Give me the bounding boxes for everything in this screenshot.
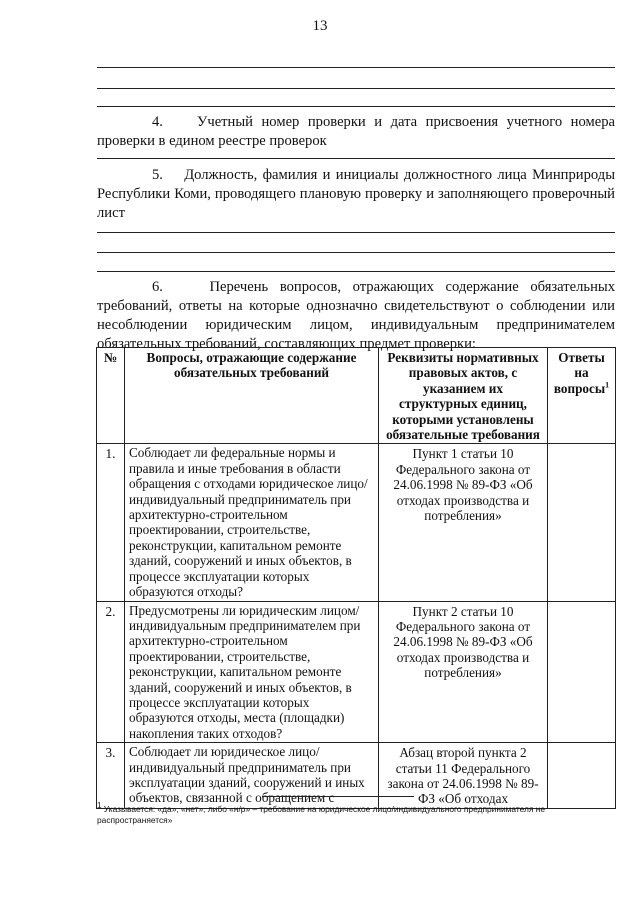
row-question: Соблюдает ли федеральные нормы и правила и иные требования в области обращения с отходами юридическое лицо/ индивидуальный предприниматель при архитектурно-строительном проектировании, строительстве, реконструкции, капитальном ремонте зданий, сооружений и иных объектов, в процессе эксплуатации которых образуются отходы?	[125, 444, 379, 601]
section-5	[97, 166, 615, 223]
row-question: Предусмотрены ли юридическим лицом/ индивидуальным предпринимателем при архитектурно-строительном проектировании, строительстве, реконструкции, капитальном ремонте зданий, сооружений и иных объектов, в процессе эксплуатации которых образуются отходы, места (площадки) накопления таких отходов?	[125, 601, 379, 743]
footnote-separator	[262, 796, 414, 797]
section-4-number: 4.	[152, 114, 163, 130]
section-6-number: 6.	[152, 279, 163, 295]
footnote-mark: 1	[605, 380, 610, 390]
footnote-number: 1	[97, 801, 102, 811]
row-num: 1.	[97, 444, 125, 601]
blank-line	[97, 106, 615, 107]
section-4	[97, 113, 615, 151]
footnote-text: Указывается: «да», «нет», либо «н/р» – требование на юридическое лицо/индивидуального предпринимателя не распространяется»	[97, 804, 546, 825]
section-5-text: Должность, фамилия и инициалы должностного лица Минприроды Республики Коми, проводящего плановую проверку и заполняющего проверочный лист	[97, 167, 616, 221]
row-answer-cell[interactable]	[548, 601, 616, 743]
table-row	[97, 444, 616, 601]
blank-line	[97, 158, 615, 159]
row-num: 3.	[97, 743, 125, 809]
row-reference: Абзац второй пункта 2 статьи 11 Федерального закона от 24.06.1998 № 89-ФЗ «Об отходах	[379, 743, 548, 809]
header-question: Вопросы, отражающие содержание обязательных требований	[125, 348, 379, 444]
table-header-row	[97, 348, 616, 444]
blank-line	[97, 232, 615, 233]
row-answer-cell[interactable]	[548, 743, 616, 809]
section-5-number: 5.	[152, 167, 163, 183]
blank-line	[97, 88, 615, 89]
section-6-text: Перечень вопросов, отражающих содержание обязательных требований, ответы на которые однозначно свидетельствуют о соблюдении или несоблюдении юридическим лицом, индивидуальным предпринимателем обязательных требований, составляющих предмет проверки:	[97, 279, 615, 352]
header-reference: Реквизиты нормативных правовых актов, с указанием их структурных единиц, которыми установлены обязательные требования	[379, 348, 548, 444]
footnote	[97, 801, 617, 826]
header-answer	[548, 348, 616, 444]
table-row	[97, 601, 616, 743]
checklist-table	[96, 347, 616, 809]
row-question: Соблюдает ли юридическое лицо/ индивидуальный предприниматель при эксплуатации зданий, сооружений и иных объектов, связанной с обращением с	[125, 743, 379, 809]
section-6	[97, 278, 615, 354]
blank-line	[97, 67, 615, 68]
section-4-text: Учетный номер проверки и дата присвоения учетного номера проверки в едином реестре проверок	[97, 114, 616, 149]
row-num: 2.	[97, 601, 125, 743]
header-num: №	[97, 348, 125, 444]
row-reference: Пункт 2 статьи 10 Федерального закона от 24.06.1998 № 89-ФЗ «Об отходах производства и потребления»	[379, 601, 548, 743]
row-reference: Пункт 1 статьи 10 Федерального закона от 24.06.1998 № 89-ФЗ «Об отходах производства и потребления»	[379, 444, 548, 601]
row-answer-cell[interactable]	[548, 444, 616, 601]
blank-line	[97, 271, 615, 272]
page-number: 13	[312, 18, 328, 34]
table-row	[97, 743, 616, 809]
blank-line	[97, 252, 615, 253]
header-answer-text: Ответы на вопросы	[553, 350, 606, 396]
